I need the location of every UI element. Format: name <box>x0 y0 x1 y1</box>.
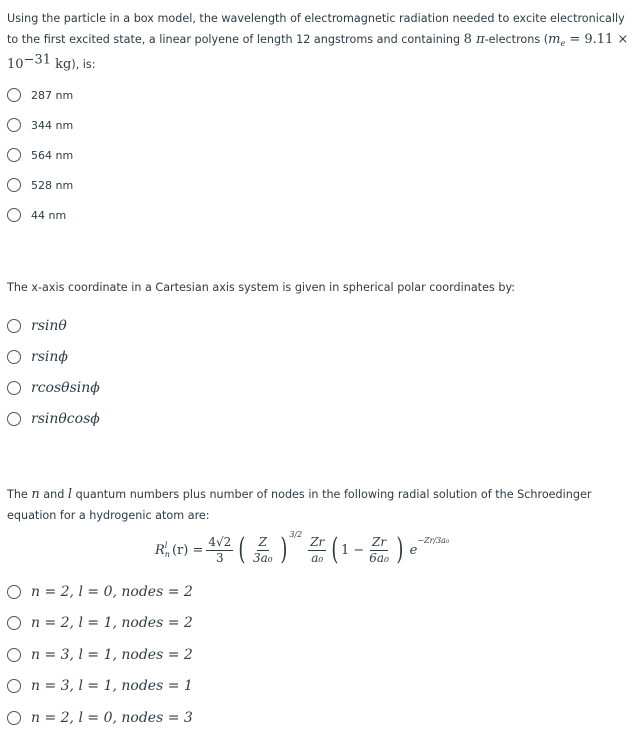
radio-icon[interactable] <box>7 350 21 364</box>
radio-icon[interactable] <box>7 381 21 395</box>
answer-option[interactable]: n = 3, l = 1, nodes = 1 <box>7 671 633 703</box>
radio-icon[interactable] <box>7 148 21 162</box>
question-1 <box>7 8 633 75</box>
answer-option[interactable]: rcosθsinϕ <box>7 372 633 403</box>
answer-option[interactable]: n = 2, l = 1, nodes = 2 <box>7 608 633 640</box>
answer-option[interactable]: rsinθcosϕ <box>7 403 633 434</box>
radio-icon[interactable] <box>7 616 21 630</box>
question-1-options <box>7 80 633 230</box>
radio-icon[interactable] <box>7 208 21 222</box>
question-3-text: The n and l quantum numbers plus number of nodes in the following radial solution of the Schroedinger equation for a hydrogenic atom are: <box>7 487 592 522</box>
radio-icon[interactable] <box>7 585 21 599</box>
radial-wavefunction-formula: R l n (r) = $\frac{4√2}{3}$ ( $\frac{Z}{\text{3a₀}}$ ) 3/2 $\frac{Zr}{\text{a₀}}$ ( 1 − $\frac{Zr}{\text{6a₀}}$ ) e −Zr/3a₀ <box>155 530 450 567</box>
question-3-options <box>7 576 633 734</box>
answer-option[interactable]: rsinϕ <box>7 341 633 372</box>
answer-option[interactable]: 44 nm <box>7 200 633 230</box>
radio-icon[interactable] <box>7 178 21 192</box>
question-1-text: Using the particle in a box model, the wavelength of electromagnetic radiation needed to excite electronically to the first excited state, a linear polyene of length 12 angstroms and containing 8 π-electrons ($m_e = 9.11 \times 10^{-31}$ kg), is: <box>7 12 629 73</box>
radio-icon[interactable] <box>7 648 21 662</box>
answer-option[interactable]: 344 nm <box>7 110 633 140</box>
radio-icon[interactable] <box>7 88 21 102</box>
radio-icon[interactable] <box>7 319 21 333</box>
answer-option[interactable]: 564 nm <box>7 140 633 170</box>
answer-option[interactable]: n = 2, l = 0, nodes = 2 <box>7 576 633 608</box>
question-3 <box>7 484 633 526</box>
answer-option[interactable]: rsinθ <box>7 310 633 341</box>
answer-option[interactable]: n = 3, l = 1, nodes = 2 <box>7 639 633 671</box>
answer-option[interactable]: n = 2, l = 0, nodes = 3 <box>7 702 633 734</box>
radio-icon[interactable] <box>7 412 21 426</box>
answer-option[interactable]: 528 nm <box>7 170 633 200</box>
answer-option[interactable]: 287 nm <box>7 80 633 110</box>
radio-icon[interactable] <box>7 118 21 132</box>
radio-icon[interactable] <box>7 679 21 693</box>
question-2-text: The x-axis coordinate in a Cartesian axis system is given in spherical polar coordinates by: <box>7 281 516 294</box>
question-2-options <box>7 310 633 434</box>
radio-icon[interactable] <box>7 711 21 725</box>
question-2 <box>7 277 633 298</box>
